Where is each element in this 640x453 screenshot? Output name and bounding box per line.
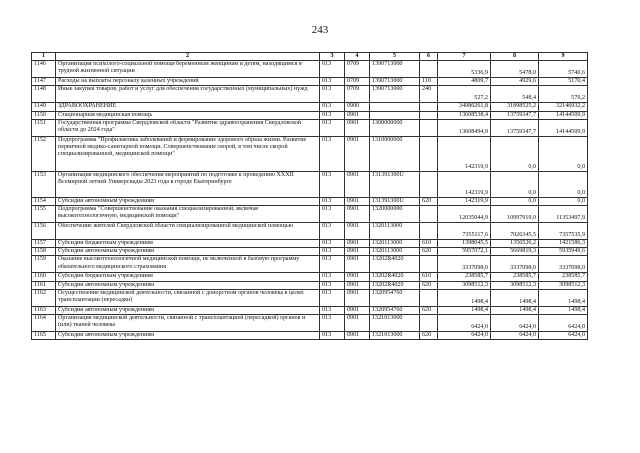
header-cell: 2 [56,53,320,61]
row-name-cell: Подпрограмма "Профилактика заболеваний и формирование здорового образа жизни. Развитие первичной медико-санитарной помощи. Совершенствование скорой, в том числе скорой специализированной, медицинской помощи" [56,136,320,171]
section-code-cell: 0901 [345,171,370,197]
admin-code-cell: 013 [320,223,345,240]
amount-year1-cell: 142319,9 [438,136,491,171]
amount-year3-cell: 5170,4 [539,78,588,86]
table-row [32,256,588,273]
amount-year2-cell: 13759347,7 [491,119,539,136]
amount-year3-cell: 32146932,2 [539,103,588,111]
target-code-cell: 131391300U [370,197,420,205]
target-code-cell: 1390713000 [370,78,420,86]
amount-year3-cell: 6424,0 [539,332,588,340]
table-row [32,103,588,111]
amount-year1-cell: 34986261,8 [438,103,491,111]
amount-year1-cell: 13608538,4 [438,111,491,119]
amount-year3-cell: 1498,4 [539,289,588,306]
section-code-cell: 0901 [345,256,370,273]
header-cell: 3 [320,53,345,61]
amount-year1-cell: 5336,9 [438,61,491,78]
target-code-cell: 1320113000 [370,248,420,256]
row-name-cell: Субсидии автономным учреждениям [56,306,320,314]
section-code-cell: 0709 [345,78,370,86]
expense-type-cell: 620 [420,281,438,289]
row-number-cell: 1154 [32,197,56,205]
target-code-cell [370,111,420,119]
section-code-cell: 0901 [345,206,370,223]
expense-type-cell: 110 [420,78,438,86]
expense-type-cell [420,171,438,197]
row-name-cell: Субсидии автономным учреждениям [56,248,320,256]
page-number: 243 [311,24,329,36]
amount-year1-cell: 3098512,3 [438,281,491,289]
section-code-cell: 0901 [345,332,370,340]
table-row [32,273,588,281]
amount-year2-cell: 5478,0 [491,61,539,78]
amount-year2-cell: 3337098,0 [491,256,539,273]
amount-year3-cell: 14144509,9 [539,111,588,119]
amount-year1-cell: 3337098,0 [438,256,491,273]
admin-code-cell: 013 [320,78,345,86]
section-code-cell: 0901 [345,119,370,136]
target-code-cell: 1320954760 [370,289,420,306]
amount-year3-cell: 7357535,9 [539,223,588,240]
row-number-cell: 1147 [32,78,56,86]
admin-code-cell: 013 [320,119,345,136]
row-number-cell: 1149 [32,103,56,111]
table-row [32,289,588,306]
amount-year1-cell: 4809,7 [438,78,491,86]
expense-type-cell [420,206,438,223]
admin-code-cell: 013 [320,273,345,281]
amount-year3-cell: 570,2 [539,86,588,103]
row-name-cell: Подпрограмма "Совершенствование оказания специализированной, включая высокотехнологичную, медицинской помощи" [56,206,320,223]
amount-year2-cell: 7026345,5 [491,223,539,240]
row-name-cell: Субсидии автономным учреждениям [56,281,320,289]
table-row [32,248,588,256]
section-code-cell: 0901 [345,281,370,289]
row-name-cell: Стационарная медицинская помощь [56,111,320,119]
amount-year1-cell: 142319,9 [438,171,491,197]
target-code-cell: 1320113000 [370,223,420,240]
table-row [32,223,588,240]
amount-year1-cell: 6424,0 [438,332,491,340]
section-code-cell: 0901 [345,248,370,256]
target-code-cell [370,103,420,111]
amount-year2-cell: 4929,6 [491,78,539,86]
row-name-cell: Организация медицинской деятельности, связанной с трансплантацией (пересадкой) органов и (или) тканей человека [56,315,320,332]
section-code-cell: 0901 [345,223,370,240]
row-name-cell: Организация психолого-социальной помощи беременным женщинам и детям, находящимся в трудной жизненной ситуации [56,61,320,78]
amount-year2-cell: 1498,4 [491,289,539,306]
target-code-cell: 13202R4020 [370,281,420,289]
amount-year2-cell: 10997919,0 [491,206,539,223]
expense-type-cell: 620 [420,332,438,340]
amount-year1-cell: 527,2 [438,86,491,103]
amount-year2-cell: 1498,4 [491,306,539,314]
table-row [32,281,588,289]
amount-year3-cell: 5740,6 [539,61,588,78]
amount-year2-cell: 0,0 [491,171,539,197]
table-row [32,86,588,103]
amount-year2-cell: 548,4 [491,86,539,103]
amount-year1-cell: 1498,4 [438,289,491,306]
amount-year1-cell: 5957072,1 [438,248,491,256]
section-code-cell: 0901 [345,197,370,205]
admin-code-cell: 013 [320,281,345,289]
header-cell: 1 [32,53,56,61]
row-number-cell: 1164 [32,315,56,332]
row-number-cell: 1156 [32,223,56,240]
admin-code-cell: 013 [320,61,345,78]
amount-year3-cell: 3337098,0 [539,256,588,273]
admin-code-cell: 013 [320,206,345,223]
amount-year2-cell: 0,0 [491,197,539,205]
row-number-cell: 1153 [32,171,56,197]
expense-type-cell: 620 [420,248,438,256]
admin-code-cell: 013 [320,197,345,205]
expense-type-cell: 610 [420,273,438,281]
amount-year3-cell: 238585,7 [539,273,588,281]
amount-year1-cell: 6424,0 [438,315,491,332]
section-code-cell: 0709 [345,61,370,78]
amount-year1-cell: 1498,4 [438,306,491,314]
target-code-cell: 13202R4020 [370,256,420,273]
amount-year2-cell: 6424,0 [491,332,539,340]
expense-type-cell [420,223,438,240]
table-row [32,136,588,171]
row-number-cell: 1151 [32,119,56,136]
row-number-cell: 1162 [32,289,56,306]
admin-code-cell: 013 [320,136,345,171]
row-name-cell: Субсидии автономным учреждениям [56,332,320,340]
amount-year1-cell: 238585,7 [438,273,491,281]
amount-year3-cell: 11353497,9 [539,206,588,223]
header-cell: 5 [370,53,420,61]
row-number-cell: 1157 [32,240,56,248]
amount-year1-cell: 1398045,5 [438,240,491,248]
admin-code-cell: 013 [320,86,345,103]
row-name-cell: Осуществление медицинской деятельности, связанной с донорством органов человека в целях трансплантации (пересадки) [56,289,320,306]
amount-year2-cell: 238585,7 [491,273,539,281]
row-name-cell: Субсидии бюджетным учреждениям [56,273,320,281]
row-number-cell: 1148 [32,86,56,103]
table-row [32,111,588,119]
expense-type-cell [420,119,438,136]
amount-year3-cell: 3098512,3 [539,281,588,289]
target-code-cell: 131391300U [370,171,420,197]
target-code-cell: 1321013000 [370,332,420,340]
header-cell: 4 [345,53,370,61]
admin-code-cell: 013 [320,240,345,248]
target-code-cell: 1320000000 [370,206,420,223]
section-code-cell: 0901 [345,111,370,119]
amount-year2-cell: 1356526,2 [491,240,539,248]
row-name-cell: Иные закупки товаров, работ и услуг для обеспечения государственных (муниципальных) нужд [56,86,320,103]
amount-year1-cell: 142319,9 [438,197,491,205]
table-row [32,78,588,86]
header-cell: 8 [491,53,539,61]
expense-type-cell: 620 [420,197,438,205]
amount-year3-cell: 5935949,6 [539,248,588,256]
expense-type-cell: 620 [420,306,438,314]
expense-type-cell [420,111,438,119]
row-name-cell: Субсидии бюджетным учреждениям [56,240,320,248]
section-code-cell: 0900 [345,103,370,111]
section-code-cell: 0901 [345,136,370,171]
table-row [32,306,588,314]
table-row [32,315,588,332]
table-row [32,61,588,78]
admin-code-cell: 013 [320,315,345,332]
amount-year2-cell: 3098512,3 [491,281,539,289]
amount-year3-cell: 0,0 [539,171,588,197]
amount-year2-cell: 31898525,2 [491,103,539,111]
admin-code-cell: 013 [320,111,345,119]
header-cell: 9 [539,53,588,61]
table-row [32,197,588,205]
row-number-cell: 1161 [32,281,56,289]
expense-type-cell [420,103,438,111]
section-code-cell: 0901 [345,315,370,332]
row-name-cell: Государственная программа Свердловской области "Развитие здравоохранения Свердловской области до 2024 года" [56,119,320,136]
expense-type-cell [420,61,438,78]
table-row [32,240,588,248]
amount-year3-cell: 0,0 [539,197,588,205]
row-name-cell: Организация медицинского обеспечения мероприятий по подготовке к проведению XXXII Всемирной летней Универсиады 2023 года в городе Екатеринбурге [56,171,320,197]
admin-code-cell: 013 [320,103,345,111]
row-number-cell: 1150 [32,111,56,119]
section-code-cell: 0901 [345,273,370,281]
section-code-cell: 0901 [345,240,370,248]
target-code-cell: 1320113000 [370,240,420,248]
row-number-cell: 1160 [32,273,56,281]
target-code-cell: 13202R4020 [370,273,420,281]
admin-code-cell: 013 [320,332,345,340]
amount-year3-cell: 14144509,9 [539,119,588,136]
row-number-cell: 1163 [32,306,56,314]
row-number-cell: 1155 [32,206,56,223]
row-name-cell: ЗДРАВООХРАНЕНИЕ [56,103,320,111]
amount-year3-cell: 1498,4 [539,306,588,314]
section-code-cell: 0709 [345,86,370,103]
amount-year2-cell: 13759347,7 [491,111,539,119]
amount-year2-cell: 0,0 [491,136,539,171]
section-code-cell: 0901 [345,306,370,314]
expense-type-cell: 610 [420,240,438,248]
header-cell: 7 [438,53,491,61]
amount-year3-cell: 1421586,3 [539,240,588,248]
target-code-cell: 1321013000 [370,315,420,332]
row-name-cell: Обеспечение жителей Свердловской области специализированной медицинской помощью [56,223,320,240]
table-row [32,206,588,223]
expense-type-cell [420,136,438,171]
table-row [32,171,588,197]
row-number-cell: 1159 [32,256,56,273]
amount-year1-cell: 12035044,9 [438,206,491,223]
row-name-cell: Оказание высокотехнологичной медицинской помощи, не включенной в базовую программу обязательного медицинского страхования [56,256,320,273]
row-number-cell: 1158 [32,248,56,256]
table-row [32,119,588,136]
amount-year2-cell: 6424,0 [491,315,539,332]
header-cell: 6 [420,53,438,61]
section-code-cell: 0901 [345,289,370,306]
amount-year1-cell: 7355117,6 [438,223,491,240]
admin-code-cell: 013 [320,306,345,314]
row-name-cell: Расходы на выплаты персоналу казенных учреждений [56,78,320,86]
row-number-cell: 1152 [32,136,56,171]
expense-type-cell: 240 [420,86,438,103]
target-code-cell: 1320954760 [370,306,420,314]
row-number-cell: 1165 [32,332,56,340]
table-row [32,332,588,340]
admin-code-cell: 013 [320,256,345,273]
amount-year1-cell: 13608494,9 [438,119,491,136]
row-number-cell: 1146 [32,61,56,78]
admin-code-cell: 013 [320,289,345,306]
target-code-cell: 1390713000 [370,86,420,103]
table-header-row [32,53,588,61]
admin-code-cell: 013 [320,248,345,256]
row-name-cell: Субсидии автономным учреждениям [56,197,320,205]
target-code-cell: 1300000000 [370,119,420,136]
amount-year2-cell: 5669819,3 [491,248,539,256]
target-code-cell: 1390713000 [370,61,420,78]
admin-code-cell: 013 [320,171,345,197]
expense-type-cell [420,289,438,306]
target-code-cell: 1310000000 [370,136,420,171]
budget-table [31,52,588,340]
amount-year3-cell: 0,0 [539,136,588,171]
expense-type-cell [420,256,438,273]
amount-year3-cell: 6424,0 [539,315,588,332]
expense-type-cell [420,315,438,332]
